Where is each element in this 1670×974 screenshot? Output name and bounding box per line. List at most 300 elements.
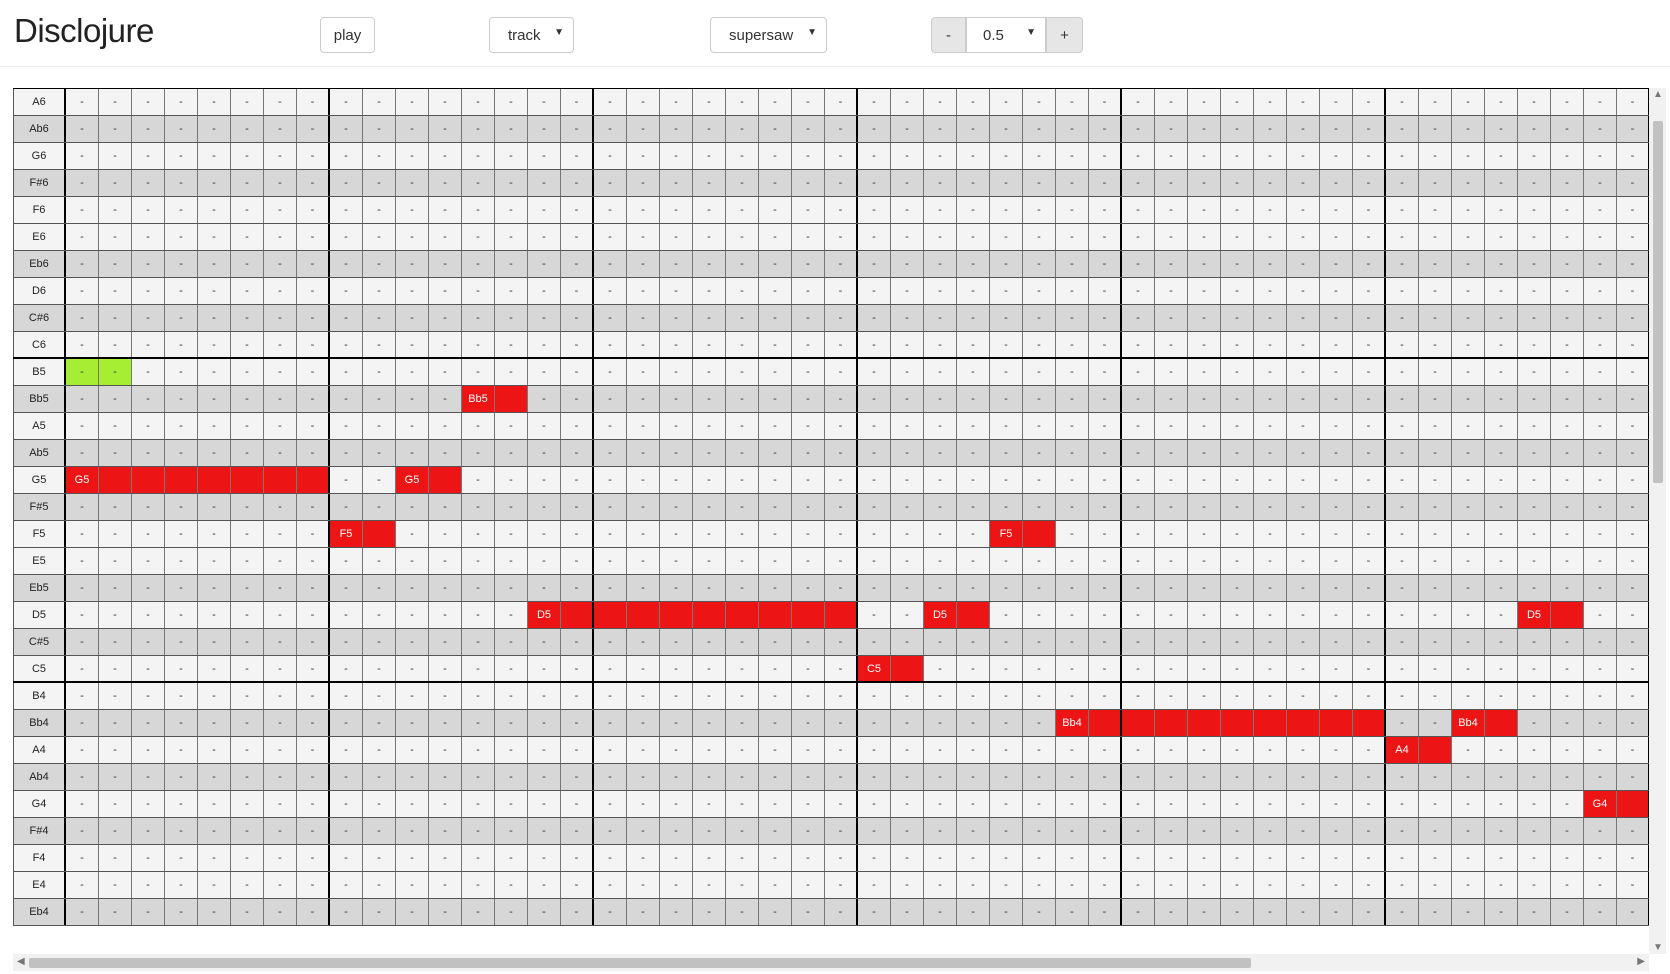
grid-cell[interactable]: - <box>1188 89 1221 115</box>
grid-cell[interactable]: - <box>1122 629 1155 655</box>
grid-cell[interactable]: - <box>132 197 165 223</box>
note-block[interactable]: A4 <box>1386 737 1419 763</box>
grid-cell[interactable]: - <box>231 602 264 628</box>
grid-cell[interactable]: - <box>891 899 924 925</box>
grid-cell[interactable]: - <box>1353 467 1386 493</box>
grid-cell[interactable]: - <box>1254 89 1287 115</box>
track-select[interactable] <box>489 17 574 53</box>
grid-cell[interactable]: - <box>198 710 231 736</box>
grid-cell[interactable]: - <box>1551 143 1584 169</box>
grid-cell[interactable]: - <box>693 710 726 736</box>
grid-cell[interactable]: - <box>825 494 858 520</box>
grid-cell[interactable]: - <box>1056 197 1089 223</box>
grid-cell[interactable]: - <box>1155 764 1188 790</box>
grid-cell[interactable]: - <box>495 116 528 142</box>
grid-cell[interactable]: - <box>1353 332 1386 357</box>
grid-cell[interactable]: - <box>396 278 429 304</box>
grid-cell[interactable]: - <box>1254 467 1287 493</box>
grid-cell[interactable]: - <box>759 548 792 574</box>
grid-cell[interactable]: - <box>1452 548 1485 574</box>
grid-cell[interactable]: - <box>858 683 891 709</box>
grid-cell[interactable]: - <box>396 710 429 736</box>
grid-cell[interactable]: - <box>990 413 1023 439</box>
grid-cell[interactable]: - <box>891 521 924 547</box>
grid-cell[interactable]: - <box>594 359 627 385</box>
grid-cell[interactable]: - <box>660 278 693 304</box>
grid-cell[interactable]: - <box>297 224 330 250</box>
grid-cell[interactable]: - <box>1485 494 1518 520</box>
grid-cell[interactable]: - <box>198 872 231 898</box>
grid-cell[interactable]: - <box>264 332 297 357</box>
grid-cell[interactable]: - <box>858 89 891 115</box>
grid-cell[interactable]: - <box>1452 494 1485 520</box>
grid-cell[interactable]: - <box>726 629 759 655</box>
grid-cell[interactable]: - <box>165 332 198 357</box>
grid-cell[interactable]: - <box>264 440 297 466</box>
grid-cell[interactable]: - <box>1221 224 1254 250</box>
grid-cell[interactable]: - <box>1452 818 1485 844</box>
grid-cell[interactable]: - <box>66 656 99 681</box>
grid-cell[interactable]: - <box>1584 143 1617 169</box>
grid-cell[interactable]: - <box>792 710 825 736</box>
grid-cell[interactable]: - <box>495 548 528 574</box>
grid-cell[interactable]: - <box>858 737 891 763</box>
note-sustain[interactable] <box>198 467 231 493</box>
grid-cell[interactable]: - <box>99 305 132 331</box>
grid-cell[interactable]: - <box>858 548 891 574</box>
grid-cell[interactable]: - <box>429 359 462 385</box>
grid-cell[interactable]: - <box>1419 683 1452 709</box>
grid-cell[interactable]: - <box>165 575 198 601</box>
grid-cell[interactable]: - <box>1584 170 1617 196</box>
grid-cell[interactable]: - <box>363 791 396 817</box>
grid-cell[interactable]: - <box>231 683 264 709</box>
grid-cell[interactable]: - <box>132 143 165 169</box>
grid-cell[interactable]: - <box>1188 440 1221 466</box>
grid-cell[interactable]: - <box>1056 305 1089 331</box>
grid-cell[interactable]: - <box>528 710 561 736</box>
grid-cell[interactable]: - <box>462 602 495 628</box>
grid-cell[interactable]: - <box>1188 305 1221 331</box>
cursor-cell[interactable]: - <box>99 359 132 385</box>
grid-cell[interactable]: - <box>429 737 462 763</box>
grid-cell[interactable]: - <box>990 89 1023 115</box>
grid-cell[interactable]: - <box>1188 818 1221 844</box>
grid-cell[interactable]: - <box>957 710 990 736</box>
grid-cell[interactable]: - <box>660 467 693 493</box>
play-button[interactable]: play <box>320 17 375 53</box>
grid-cell[interactable]: - <box>1221 386 1254 412</box>
grid-cell[interactable]: - <box>198 305 231 331</box>
grid-cell[interactable]: - <box>1584 251 1617 277</box>
grid-cell[interactable]: - <box>1485 89 1518 115</box>
grid-cell[interactable]: - <box>660 359 693 385</box>
grid-cell[interactable]: - <box>726 710 759 736</box>
grid-cell[interactable]: - <box>429 224 462 250</box>
grid-cell[interactable]: - <box>1419 899 1452 925</box>
grid-cell[interactable]: - <box>1254 872 1287 898</box>
grid-cell[interactable]: - <box>1023 251 1056 277</box>
grid-cell[interactable]: - <box>1485 656 1518 681</box>
grid-cell[interactable]: - <box>495 791 528 817</box>
grid-cell[interactable]: - <box>561 710 594 736</box>
grid-cell[interactable]: - <box>759 278 792 304</box>
grid-cell[interactable]: - <box>1584 602 1617 628</box>
grid-cell[interactable]: - <box>1023 791 1056 817</box>
grid-cell[interactable]: - <box>1386 791 1419 817</box>
grid-cell[interactable]: - <box>198 602 231 628</box>
grid-cell[interactable]: - <box>1353 170 1386 196</box>
grid-cell[interactable]: - <box>1353 494 1386 520</box>
grid-cell[interactable]: - <box>198 251 231 277</box>
grid-cell[interactable]: - <box>726 791 759 817</box>
grid-cell[interactable]: - <box>726 224 759 250</box>
grid-cell[interactable]: - <box>1089 872 1122 898</box>
grid-cell[interactable]: - <box>1221 737 1254 763</box>
grid-cell[interactable]: - <box>1452 89 1485 115</box>
grid-cell[interactable]: - <box>1056 575 1089 601</box>
grid-cell[interactable]: - <box>627 440 660 466</box>
grid-cell[interactable]: - <box>1287 89 1320 115</box>
grid-cell[interactable]: - <box>1221 899 1254 925</box>
grid-cell[interactable]: - <box>1353 683 1386 709</box>
grid-cell[interactable]: - <box>1122 386 1155 412</box>
grid-cell[interactable]: - <box>594 521 627 547</box>
grid-cell[interactable]: - <box>495 494 528 520</box>
grid-cell[interactable]: - <box>1386 521 1419 547</box>
grid-cell[interactable]: - <box>891 737 924 763</box>
grid-cell[interactable]: - <box>825 629 858 655</box>
grid-cell[interactable]: - <box>792 845 825 871</box>
grid-cell[interactable]: - <box>363 818 396 844</box>
grid-cell[interactable]: - <box>330 251 363 277</box>
grid-cell[interactable]: - <box>825 710 858 736</box>
grid-cell[interactable]: - <box>1320 494 1353 520</box>
grid-cell[interactable]: - <box>1254 899 1287 925</box>
grid-cell[interactable]: - <box>1122 521 1155 547</box>
grid-cell[interactable]: - <box>858 413 891 439</box>
grid-cell[interactable]: - <box>462 872 495 898</box>
grid-cell[interactable]: - <box>429 872 462 898</box>
grid-cell[interactable]: - <box>924 737 957 763</box>
grid-cell[interactable]: - <box>330 143 363 169</box>
grid-cell[interactable]: - <box>858 791 891 817</box>
grid-cell[interactable]: - <box>1485 818 1518 844</box>
grid-cell[interactable]: - <box>726 89 759 115</box>
grid-cell[interactable]: - <box>1089 251 1122 277</box>
grid-cell[interactable]: - <box>759 899 792 925</box>
note-block[interactable]: D5 <box>528 602 561 628</box>
grid-cell[interactable]: - <box>693 683 726 709</box>
grid-cell[interactable]: - <box>1485 575 1518 601</box>
grid-cell[interactable]: - <box>792 791 825 817</box>
grid-cell[interactable]: - <box>198 737 231 763</box>
grid-cell[interactable]: - <box>1518 872 1551 898</box>
grid-cell[interactable]: - <box>825 737 858 763</box>
grid-cell[interactable]: - <box>858 575 891 601</box>
grid-cell[interactable]: - <box>1023 710 1056 736</box>
grid-cell[interactable]: - <box>759 305 792 331</box>
grid-cell[interactable]: - <box>924 143 957 169</box>
grid-cell[interactable]: - <box>363 629 396 655</box>
grid-cell[interactable]: - <box>528 224 561 250</box>
grid-cell[interactable]: - <box>726 413 759 439</box>
grid-cell[interactable]: - <box>1485 845 1518 871</box>
grid-cell[interactable]: - <box>792 629 825 655</box>
grid-cell[interactable]: - <box>825 656 858 681</box>
grid-cell[interactable]: - <box>1221 251 1254 277</box>
grid-cell[interactable]: - <box>1518 575 1551 601</box>
grid-cell[interactable]: - <box>726 143 759 169</box>
grid-cell[interactable]: - <box>693 440 726 466</box>
grid-cell[interactable]: - <box>363 332 396 357</box>
grid-cell[interactable]: - <box>1584 278 1617 304</box>
grid-cell[interactable]: - <box>396 440 429 466</box>
grid-cell[interactable]: - <box>627 683 660 709</box>
grid-cell[interactable]: - <box>1188 251 1221 277</box>
grid-cell[interactable]: - <box>891 683 924 709</box>
grid-cell[interactable]: - <box>1386 899 1419 925</box>
grid-cell[interactable]: - <box>231 170 264 196</box>
grid-cell[interactable]: - <box>1353 89 1386 115</box>
grid-cell[interactable]: - <box>132 791 165 817</box>
grid-cell[interactable]: - <box>297 656 330 681</box>
note-sustain[interactable] <box>792 602 825 628</box>
grid-cell[interactable]: - <box>99 116 132 142</box>
grid-cell[interactable]: - <box>165 386 198 412</box>
grid-cell[interactable]: - <box>1221 440 1254 466</box>
grid-cell[interactable]: - <box>1452 386 1485 412</box>
grid-cell[interactable]: - <box>1551 521 1584 547</box>
grid-cell[interactable]: - <box>297 197 330 223</box>
grid-cell[interactable]: - <box>1089 224 1122 250</box>
grid-cell[interactable]: - <box>396 764 429 790</box>
grid-cell[interactable]: - <box>66 521 99 547</box>
grid-cell[interactable]: - <box>1518 224 1551 250</box>
grid-cell[interactable]: - <box>594 737 627 763</box>
grid-cell[interactable]: - <box>759 656 792 681</box>
grid-cell[interactable]: - <box>660 386 693 412</box>
grid-cell[interactable]: - <box>1386 656 1419 681</box>
grid-cell[interactable]: - <box>990 845 1023 871</box>
note-block[interactable]: G5 <box>66 467 99 493</box>
grid-cell[interactable]: - <box>1287 683 1320 709</box>
grid-cell[interactable]: - <box>231 575 264 601</box>
scroll-down-icon[interactable]: ▼ <box>1653 942 1663 953</box>
grid-cell[interactable]: - <box>330 791 363 817</box>
grid-cell[interactable]: - <box>231 305 264 331</box>
grid-cell[interactable]: - <box>165 548 198 574</box>
grid-cell[interactable]: - <box>1122 764 1155 790</box>
grid-cell[interactable]: - <box>330 89 363 115</box>
grid-cell[interactable]: - <box>990 764 1023 790</box>
grid-cell[interactable]: - <box>957 197 990 223</box>
grid-cell[interactable]: - <box>297 764 330 790</box>
grid-cell[interactable]: - <box>198 683 231 709</box>
grid-cell[interactable]: - <box>660 629 693 655</box>
grid-cell[interactable]: - <box>462 89 495 115</box>
grid-cell[interactable]: - <box>1485 548 1518 574</box>
grid-cell[interactable]: - <box>1518 683 1551 709</box>
grid-cell[interactable]: - <box>858 224 891 250</box>
grid-cell[interactable]: - <box>792 764 825 790</box>
grid-cell[interactable]: - <box>429 251 462 277</box>
grid-cell[interactable]: - <box>363 359 396 385</box>
grid-cell[interactable]: - <box>1122 872 1155 898</box>
grid-cell[interactable]: - <box>924 791 957 817</box>
grid-cell[interactable]: - <box>1254 251 1287 277</box>
grid-cell[interactable]: - <box>1452 575 1485 601</box>
grid-cell[interactable]: - <box>495 89 528 115</box>
grid-cell[interactable]: - <box>1056 413 1089 439</box>
grid-cell[interactable]: - <box>165 494 198 520</box>
grid-cell[interactable]: - <box>1518 764 1551 790</box>
grid-cell[interactable]: - <box>297 737 330 763</box>
grid-cell[interactable]: - <box>1122 467 1155 493</box>
grid-cell[interactable]: - <box>1551 683 1584 709</box>
grid-cell[interactable]: - <box>1584 521 1617 547</box>
grid-cell[interactable]: - <box>792 89 825 115</box>
grid-cell[interactable]: - <box>1056 602 1089 628</box>
grid-cell[interactable]: - <box>165 359 198 385</box>
grid-cell[interactable]: - <box>132 737 165 763</box>
grid-cell[interactable]: - <box>1089 629 1122 655</box>
grid-cell[interactable]: - <box>132 683 165 709</box>
grid-cell[interactable]: - <box>1155 872 1188 898</box>
grid-cell[interactable]: - <box>1155 467 1188 493</box>
grid-cell[interactable]: - <box>231 386 264 412</box>
grid-cell[interactable]: - <box>1155 791 1188 817</box>
grid-cell[interactable]: - <box>594 440 627 466</box>
grid-cell[interactable]: - <box>264 629 297 655</box>
grid-cell[interactable]: - <box>792 332 825 357</box>
grid-cell[interactable]: - <box>1485 683 1518 709</box>
grid-cell[interactable]: - <box>1452 521 1485 547</box>
grid-cell[interactable]: - <box>1584 359 1617 385</box>
grid-cell[interactable]: - <box>165 602 198 628</box>
grid-cell[interactable]: - <box>1617 467 1649 493</box>
horizontal-scroll-thumb[interactable] <box>29 958 1251 968</box>
grid-cell[interactable]: - <box>99 521 132 547</box>
grid-cell[interactable]: - <box>594 170 627 196</box>
grid-cell[interactable]: - <box>99 629 132 655</box>
grid-cell[interactable]: - <box>1023 656 1056 681</box>
grid-cell[interactable]: - <box>1287 602 1320 628</box>
grid-cell[interactable]: - <box>429 386 462 412</box>
grid-cell[interactable]: - <box>1155 737 1188 763</box>
grid-cell[interactable]: - <box>165 683 198 709</box>
grid-cell[interactable]: - <box>594 818 627 844</box>
grid-cell[interactable]: - <box>462 413 495 439</box>
grid-cell[interactable]: - <box>1485 305 1518 331</box>
grid-cell[interactable]: - <box>990 305 1023 331</box>
grid-cell[interactable]: - <box>330 278 363 304</box>
grid-cell[interactable]: - <box>99 386 132 412</box>
grid-cell[interactable]: - <box>726 656 759 681</box>
grid-cell[interactable]: - <box>1089 737 1122 763</box>
grid-cell[interactable]: - <box>1551 710 1584 736</box>
grid-cell[interactable]: - <box>396 845 429 871</box>
grid-cell[interactable]: - <box>891 143 924 169</box>
grid-cell[interactable]: - <box>198 575 231 601</box>
grid-cell[interactable]: - <box>495 359 528 385</box>
grid-cell[interactable]: - <box>264 602 297 628</box>
grid-cell[interactable]: - <box>231 818 264 844</box>
grid-cell[interactable]: - <box>330 602 363 628</box>
grid-cell[interactable]: - <box>891 224 924 250</box>
grid-cell[interactable]: - <box>1056 818 1089 844</box>
grid-cell[interactable]: - <box>1254 494 1287 520</box>
grid-cell[interactable]: - <box>363 656 396 681</box>
grid-cell[interactable]: - <box>561 845 594 871</box>
grid-cell[interactable]: - <box>1485 386 1518 412</box>
grid-cell[interactable]: - <box>1551 899 1584 925</box>
grid-cell[interactable]: - <box>330 224 363 250</box>
grid-cell[interactable]: - <box>165 845 198 871</box>
grid-cell[interactable]: - <box>297 332 330 357</box>
grid-cell[interactable]: - <box>1386 251 1419 277</box>
grid-cell[interactable]: - <box>1221 170 1254 196</box>
grid-cell[interactable]: - <box>957 116 990 142</box>
grid-cell[interactable]: - <box>429 332 462 357</box>
grid-cell[interactable]: - <box>759 764 792 790</box>
grid-cell[interactable]: - <box>1188 386 1221 412</box>
grid-cell[interactable]: - <box>528 386 561 412</box>
grid-cell[interactable]: - <box>1518 791 1551 817</box>
grid-cell[interactable]: - <box>165 899 198 925</box>
grid-cell[interactable]: - <box>726 683 759 709</box>
grid-cell[interactable]: - <box>990 278 1023 304</box>
note-sustain[interactable] <box>99 467 132 493</box>
grid-cell[interactable]: - <box>594 89 627 115</box>
grid-cell[interactable]: - <box>1188 494 1221 520</box>
note-sustain[interactable] <box>957 602 990 628</box>
grid-cell[interactable]: - <box>462 170 495 196</box>
grid-cell[interactable]: - <box>1419 872 1452 898</box>
grid-cell[interactable]: - <box>429 494 462 520</box>
grid-cell[interactable]: - <box>627 818 660 844</box>
grid-cell[interactable]: - <box>594 710 627 736</box>
grid-cell[interactable]: - <box>1617 656 1649 681</box>
grid-cell[interactable]: - <box>1188 278 1221 304</box>
grid-cell[interactable]: - <box>1452 737 1485 763</box>
grid-cell[interactable]: - <box>1254 278 1287 304</box>
grid-cell[interactable]: - <box>825 521 858 547</box>
grid-cell[interactable]: - <box>924 467 957 493</box>
grid-cell[interactable]: - <box>1452 143 1485 169</box>
grid-cell[interactable]: - <box>165 305 198 331</box>
grid-cell[interactable]: - <box>396 629 429 655</box>
grid-cell[interactable]: - <box>132 386 165 412</box>
grid-cell[interactable]: - <box>1386 683 1419 709</box>
grid-cell[interactable]: - <box>561 494 594 520</box>
grid-cell[interactable]: - <box>990 602 1023 628</box>
grid-cell[interactable]: - <box>363 602 396 628</box>
grid-cell[interactable]: - <box>264 494 297 520</box>
grid-cell[interactable]: - <box>330 683 363 709</box>
grid-cell[interactable]: - <box>1254 575 1287 601</box>
grid-cell[interactable]: - <box>957 332 990 357</box>
grid-cell[interactable]: - <box>1617 224 1649 250</box>
grid-cell[interactable]: - <box>1122 791 1155 817</box>
grid-cell[interactable]: - <box>858 494 891 520</box>
grid-cell[interactable]: - <box>99 494 132 520</box>
grid-cell[interactable]: - <box>1518 899 1551 925</box>
grid-cell[interactable]: - <box>363 224 396 250</box>
grid-cell[interactable]: - <box>462 224 495 250</box>
grid-cell[interactable]: - <box>495 872 528 898</box>
grid-cell[interactable]: - <box>1353 116 1386 142</box>
